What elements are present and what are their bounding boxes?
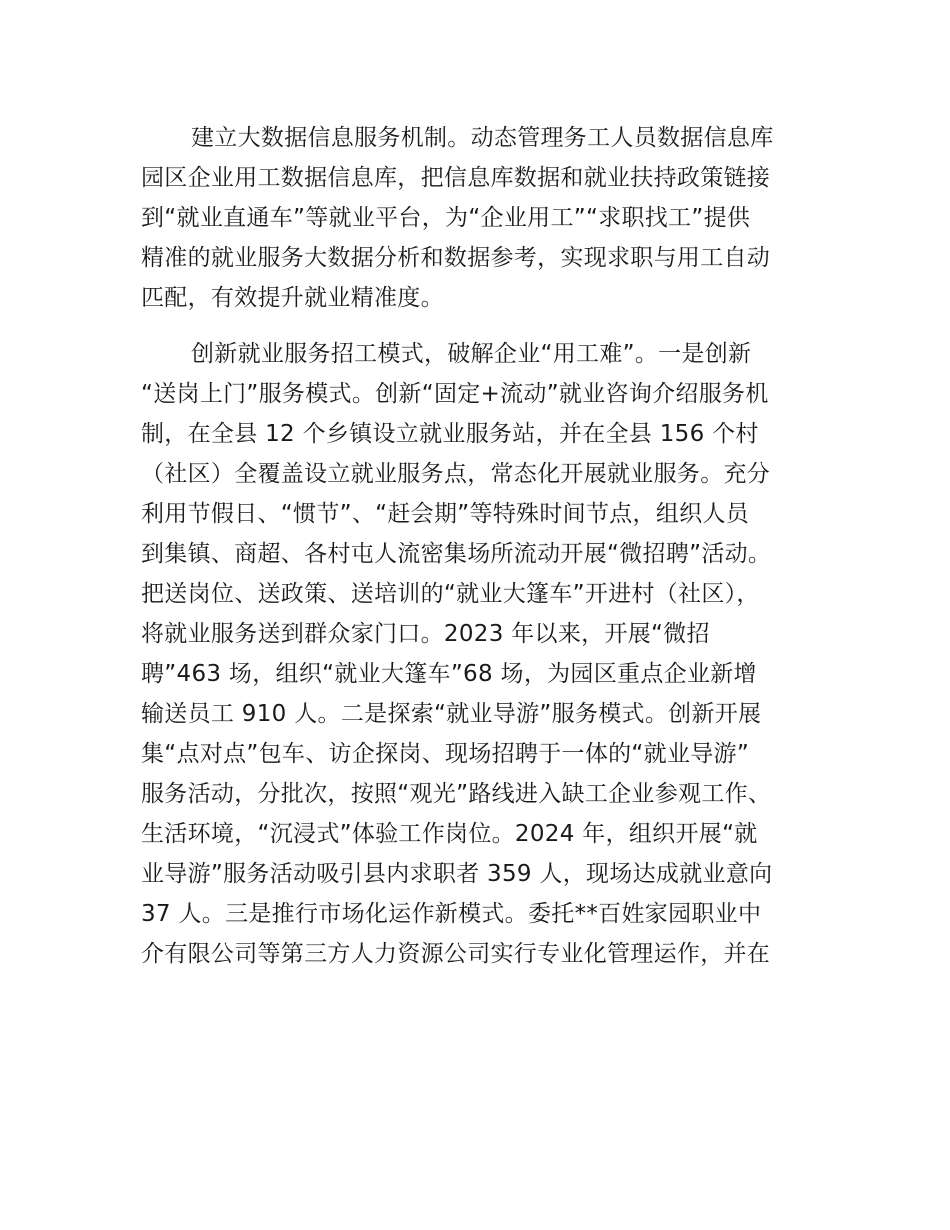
text-line: 园区企业用工数据信息库，把信息库数据和就业扶持政策链接 [141,165,771,191]
text-line: （社区）全覆盖设立就业服务点，常态化开展就业服务。充分 [141,461,771,487]
paragraph-big-data [141,118,831,318]
text-line: 匹配，有效提升就业精准度。 [141,285,444,311]
text-line: 把送岗位、送政策、送培训的“就业大篷车”开进村（社区）， [141,581,760,607]
text-line: 介有限公司等第三方人力资源公司实行专业化管理运作，并在 [141,941,771,967]
text-line: 聘”463 场，组织“就业大篷车”68 场，为园区重点企业新增 [141,661,757,687]
text-line: 37 人。三是推行市场化运作新模式。委托**百姓家园职业中 [141,901,762,927]
text-line: 到集镇、商超、各村屯人流密集场所流动开展“微招聘”活动。 [141,541,772,567]
text-line: 输送员工 910 人。二是探索“就业导游”服务模式。创新开展 [141,701,762,727]
paragraph-recruitment-model [141,334,831,974]
text-line: 精准的就业服务大数据分析和数据参考，实现求职与用工自动 [141,245,771,271]
text-line: 将就业服务送到群众家门口。2023 年以来，开展“微招 [141,621,710,647]
text-line: 生活环境，“沉浸式”体验工作岗位。2024 年，组织开展“就 [141,821,758,847]
text-line: 集“点对点”包车、访企探岗、现场招聘于一体的“就业导游” [141,741,750,767]
text-line: “送岗上门”服务模式。创新“固定+流动”就业咨询介绍服务机 [141,381,769,407]
document-body [141,118,831,974]
text-line: 制，在全县 12 个乡镇设立就业服务站，并在全县 156 个村 [141,421,759,447]
text-line: 建立大数据信息服务机制。动态管理务工人员数据信息库 [191,125,774,151]
paragraph-spacer [141,318,831,334]
text-line: 业导游”服务活动吸引县内求职者 359 人，现场达成就业意向 [141,861,773,887]
text-line: 服务活动，分批次，按照“观光”路线进入缺工企业参观工作、 [141,781,772,807]
text-line: 创新就业服务招工模式，破解企业“用工难”。一是创新 [191,341,752,367]
text-line: 到“就业直通车”等就业平台，为“企业用工”“求职找工”提供 [141,205,751,231]
text-line: 利用节假日、“惯节”、“赶会期”等特殊时间节点，组织人员 [141,501,750,527]
